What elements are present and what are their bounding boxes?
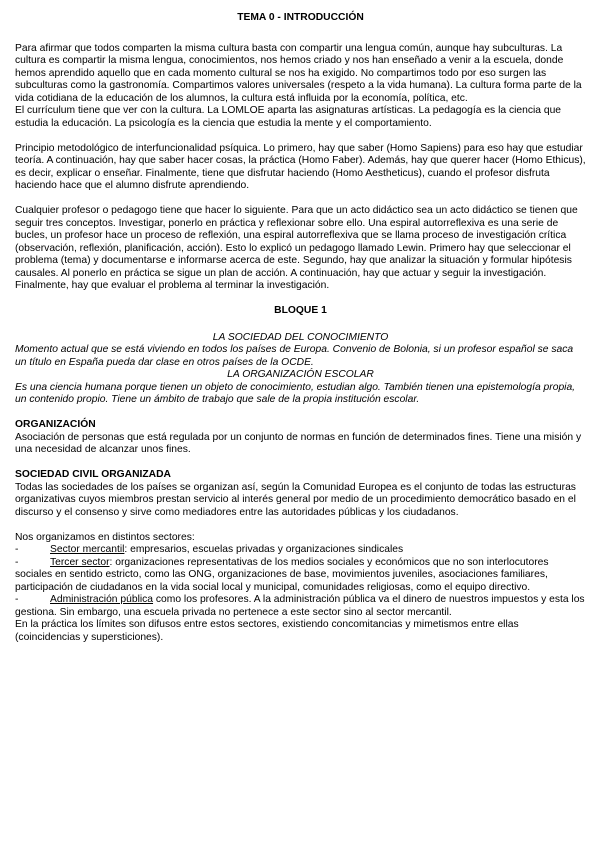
sector-text: como los profesores. A la administración pública va el dinero de nuestros impuestos y esta los gestiona. Sin embargo, una escuela privada no pertenece a este sector sino al sector mercantil. [15,594,585,618]
sociedad-conocimiento-text: Momento actual que se está viviendo en todos los países de Europa. Convenio de Bolonia, si un profesor español se saca un título en España pueda dar clase en otros países de la OCDE. [15,344,574,368]
sector-name: Sector mercantil [50,544,125,555]
spacer [15,193,586,206]
organizacion-escolar-text: Es una ciencia humana porque tienen un objeto de conocimiento, estudian algo. También tienen una epistemología propia, un contenido propio. Tiene un ámbito de trabajo que sale de la propia institución escolar. [15,381,576,405]
closing-paragraph: En la práctica los límites son difusos entre estos sectores, existiendo concomitancias y mimetismos entre ellas (coincidencias y supersticiones). [15,619,519,643]
section-title-bloque-1: BLOQUE 1 [274,305,327,316]
heading-sociedad-civil: SOCIEDAD CIVIL ORGANIZADA [15,469,171,480]
sector-text: : empresarios, escuelas privadas y organizaciones sindicales [124,544,404,555]
sociedad-civil-text: Todas las sociedades de los países se organizan así, según la Comunidad Europea es el conjunto de todas las estructuras organizativas cuyos miembros prestan servicio al interés general por medio de un procedimiento democrático basado en el discurso y el consenso y sirve como mediadores entre las autoridades públicas y los ciudadanos. [15,481,576,518]
list-item [15,544,586,557]
spacer [15,407,586,420]
list-dash: - [15,594,19,605]
spacer [15,519,586,532]
organizacion-text: Asociación de personas que está regulada por un conjunto de normas en función de determinados fines. Tiene una misión y una necesidad de alcanzar unos fines. [15,431,582,455]
document-title: TEMA 0 - INTRODUCCIÓN [237,12,364,23]
spacer [15,293,586,306]
subheading-organizacion-escolar: LA ORGANIZACIÓN ESCOLAR [227,369,374,380]
list-item [15,594,586,619]
list-item [15,557,586,595]
sectores-list [15,544,586,619]
sector-name: Tercer sector [50,556,110,568]
list-dash: - [15,556,19,568]
sectores-intro: Nos organizamos en distintos sectores: [15,531,195,543]
intro-paragraph-4: Cualquier profesor o pedagogo tiene que hacer lo siguiente. Para que un acto didáctico sea un acto didáctico se tienen que seguir tres conceptos. Investigar, ponerlo en práctica y reflexionar sobre ello. Una espiral autorreflexiva es una serie de bucles, un profesor hace un proceso de reflexión, una espiral autorreflexiva que se llama proceso de investigación crítica (observación, reflexión, planificación, acción). Esto lo explicó un pedagogo llamado Lewin. Primero hay que seleccionar el problema (tema) y documentarse e informarse acerca de este. Segundo, hay que analizar la situación y formular hipótesis causales. Al ponerlo en práctica se sigue un plan de acción. A continuación, hay que actuar y seguir la investigación. Finalmente, hay que evaluar el problema al terminar la investigación. [15,205,578,291]
spacer [15,457,586,470]
sector-text: : organizaciones representativas de los medios sociales y económicos que no son interlocutores sociales en sentido estricto, como las ONG, organizaciones de base, movimientos juveniles, asociaciones familiares, participación de ciudadanos en la vida social local y municipal, comunidades religiosas, como el equipo directivo. [15,556,549,593]
intro-paragraph-3: Principio metodológico de interfuncionalidad psíquica. Lo primero, hay que saber (Homo Sapiens) para eso hay que estudiar teoría. A continuación, hay que saber hacer cosas, la práctica (Homo Faber). Además, hay que querer hacer (Homo Ethicus), es decir, explicar o enseñar. Finalmente, tiene que disfrutar haciendo (Homo Aestheticus), cuando el profesor disfruta haciendo hace que el alumno disfrute aprendiendo. [15,142,586,191]
intro-paragraph-1: Para afirmar que todos comparten la misma cultura basta con compartir una lengua común, aunque hay subculturas. La cultura es compartir la misma lengua, conocimientos, nos hemos criado y nos han enseñado a venir a la escuela, donde hemos aprendido aquello que en cada momento cultural se nos ha exigido. No compartimos todo por eso surgen las subculturas como la gastronomía. Compartimos valores universales (respeto a la vida humana). La cultura forma parte de la vida cotidiana de la educación de los alumnos, la cultura está influida por la economía, política, etc. [15,42,582,104]
sector-name: Administración pública [50,594,154,605]
intro-paragraph-2: El currículum tiene que ver con la cultura. La LOMLOE aparta las asignaturas artísticas. La pedagogía es la ciencia que estudia la educación. La psicología es la ciencia que estudia la mente y el comportamiento. [15,105,562,129]
list-dash: - [15,544,19,555]
heading-organizacion: ORGANIZACIÓN [15,419,96,430]
subheading-sociedad-conocimiento: LA SOCIEDAD DEL CONOCIMIENTO [212,331,389,343]
sector-entry [50,544,403,557]
spacer [15,130,586,143]
